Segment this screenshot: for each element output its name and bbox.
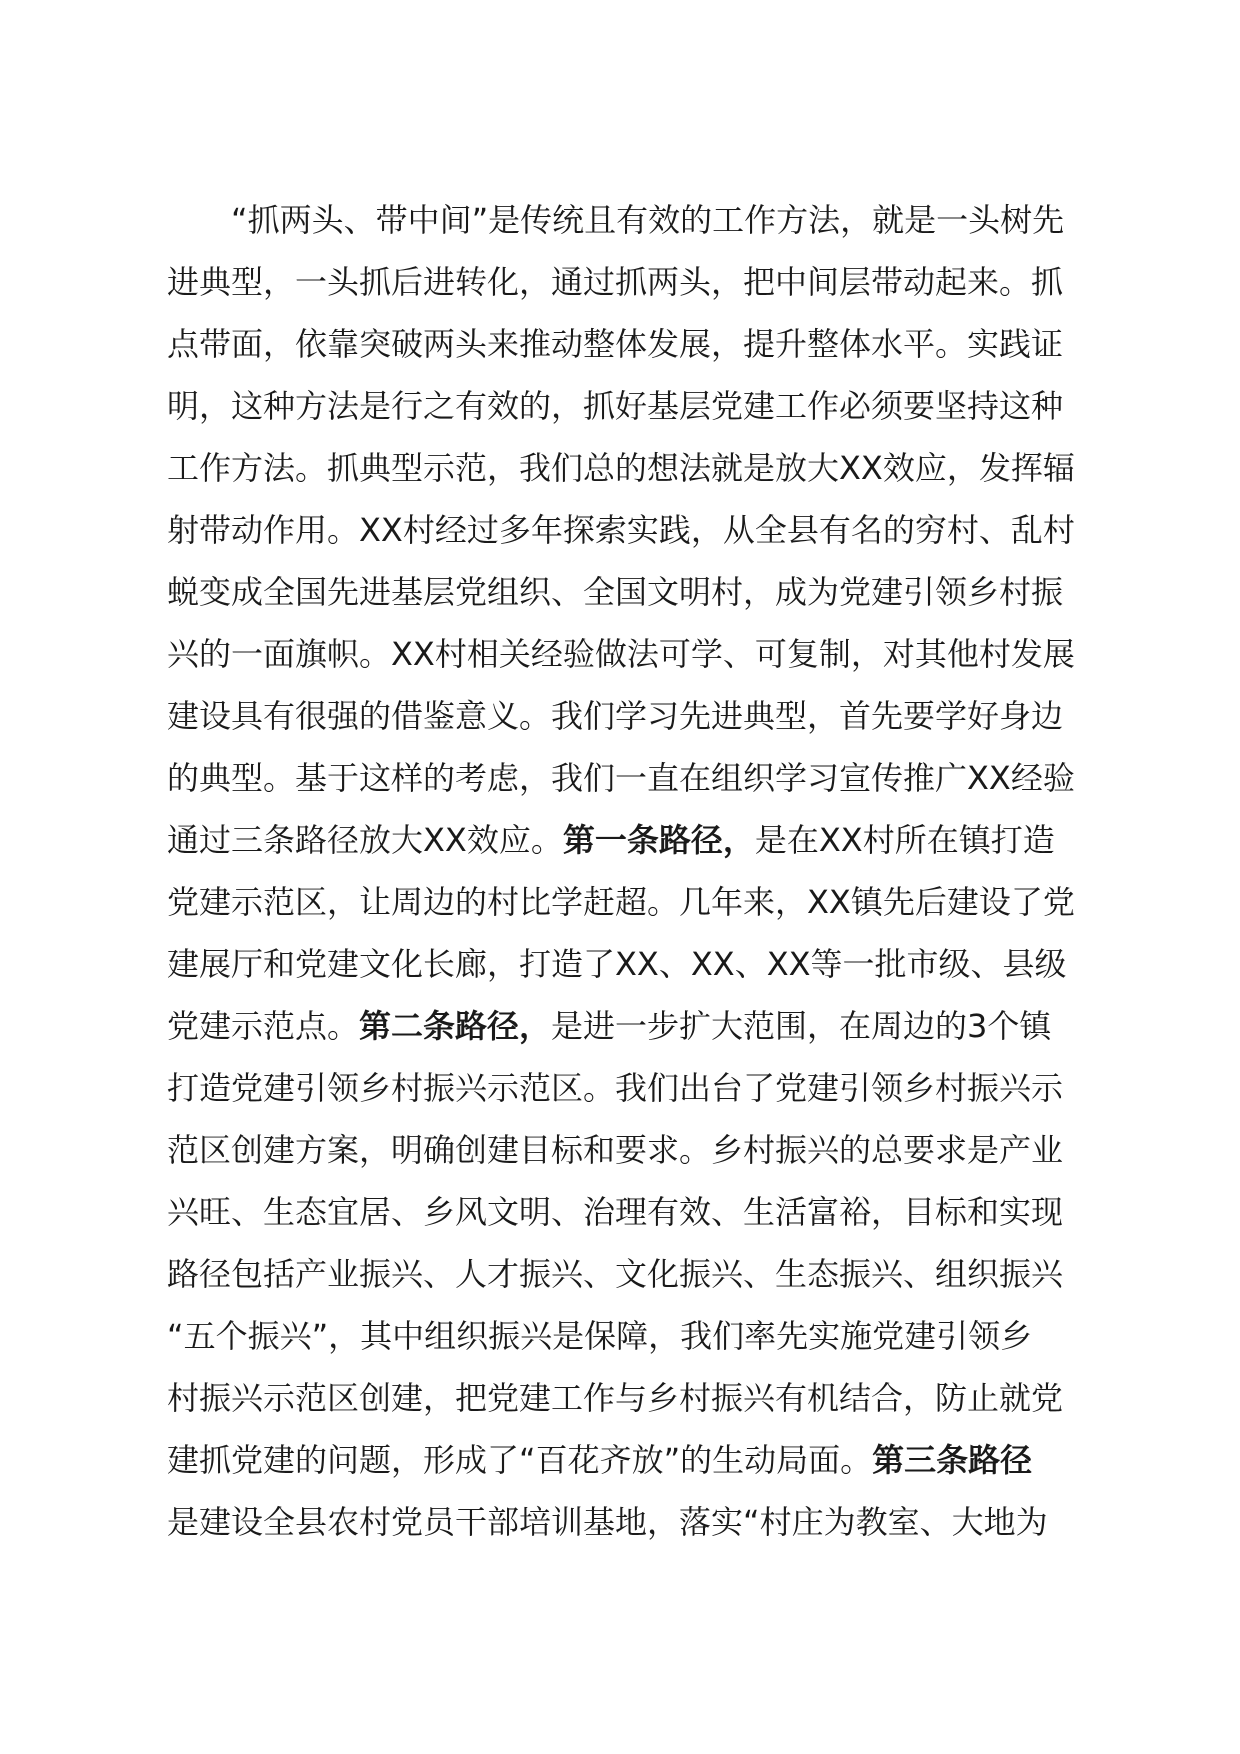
text-segment: 是进一步扩大范围，在周边的3个镇 bbox=[551, 1007, 1052, 1045]
text-segment: 是在XX村所在镇打造 bbox=[754, 821, 1055, 859]
text-line: 村振兴示范区创建，把党建工作与乡村振兴有机结合，防止就党 bbox=[167, 1379, 1064, 1417]
text-segment: 党建示范点。 bbox=[167, 1007, 360, 1045]
text-line: 打造党建引领乡村振兴示范区。我们出台了党建引领乡村振兴示 bbox=[167, 1069, 1064, 1107]
text-line: 工作方法。抓典型示范，我们总的想法就是放大XX效应，发挥辐 bbox=[167, 449, 1075, 487]
text-line: 兴旺、生态宜居、乡风文明、治理有效、生活富裕，目标和实现 bbox=[167, 1193, 1064, 1231]
text-line: 点带面，依靠突破两头来推动整体发展，提升整体水平。实践证 bbox=[167, 325, 1064, 363]
text-line bbox=[167, 995, 1112, 1057]
text-line: 范区创建方案，明确创建目标和要求。乡村振兴的总要求是产业 bbox=[167, 1131, 1064, 1169]
text-line: 党建示范区，让周边的村比学赶超。几年来，XX镇先后建设了党 bbox=[167, 883, 1075, 921]
text-line: 蜕变成全国先进基层党组织、全国文明村，成为党建引领乡村振 bbox=[167, 573, 1064, 611]
text-line: “五个振兴”，其中组织振兴是保障，我们率先实施党建引领乡 bbox=[167, 1317, 1033, 1355]
text-line: 明，这种方法是行之有效的，抓好基层党建工作必须要坚持这种 bbox=[167, 387, 1064, 425]
text-line: 兴的一面旗帜。XX村相关经验做法可学、可复制，对其他村发展 bbox=[167, 635, 1075, 673]
path-heading-first: 第一条路径， bbox=[562, 821, 755, 859]
text-line: 射带动作用。XX村经过多年探索实践，从全县有名的穷村、乱村 bbox=[167, 511, 1075, 549]
text-line: 建设具有很强的借鉴意义。我们学习先进典型，首先要学好身边 bbox=[167, 697, 1064, 735]
text-segment: 建抓党建的问题，形成了“百花齐放”的生动局面。 bbox=[167, 1441, 873, 1479]
text-line: “抓两头、带中间”是传统且有效的工作方法，就是一头树先 bbox=[231, 201, 1065, 239]
path-heading-third: 第三条路径 bbox=[872, 1441, 1033, 1479]
text-line: 建展厅和党建文化长廊，打造了XX、XX、XX等一批市级、县级 bbox=[167, 945, 1067, 983]
text-line: 是建设全县农村党员干部培训基地，落实“村庄为教室、大地为 bbox=[167, 1503, 1048, 1541]
text-line: 进典型，一头抓后进转化，通过抓两头，把中间层带动起来。抓 bbox=[167, 263, 1064, 301]
text-segment: 通过三条路径放大XX效应。 bbox=[167, 821, 563, 859]
path-heading-second: 第二条路径， bbox=[359, 1007, 552, 1045]
text-line bbox=[167, 1429, 1112, 1491]
body-paragraph bbox=[167, 189, 1112, 1553]
text-line: 路径包括产业振兴、人才振兴、文化振兴、生态振兴、组织振兴 bbox=[167, 1255, 1064, 1293]
text-line: 的典型。基于这样的考虑，我们一直在组织学习宣传推广XX经验 bbox=[167, 759, 1075, 797]
text-line bbox=[167, 809, 1112, 871]
